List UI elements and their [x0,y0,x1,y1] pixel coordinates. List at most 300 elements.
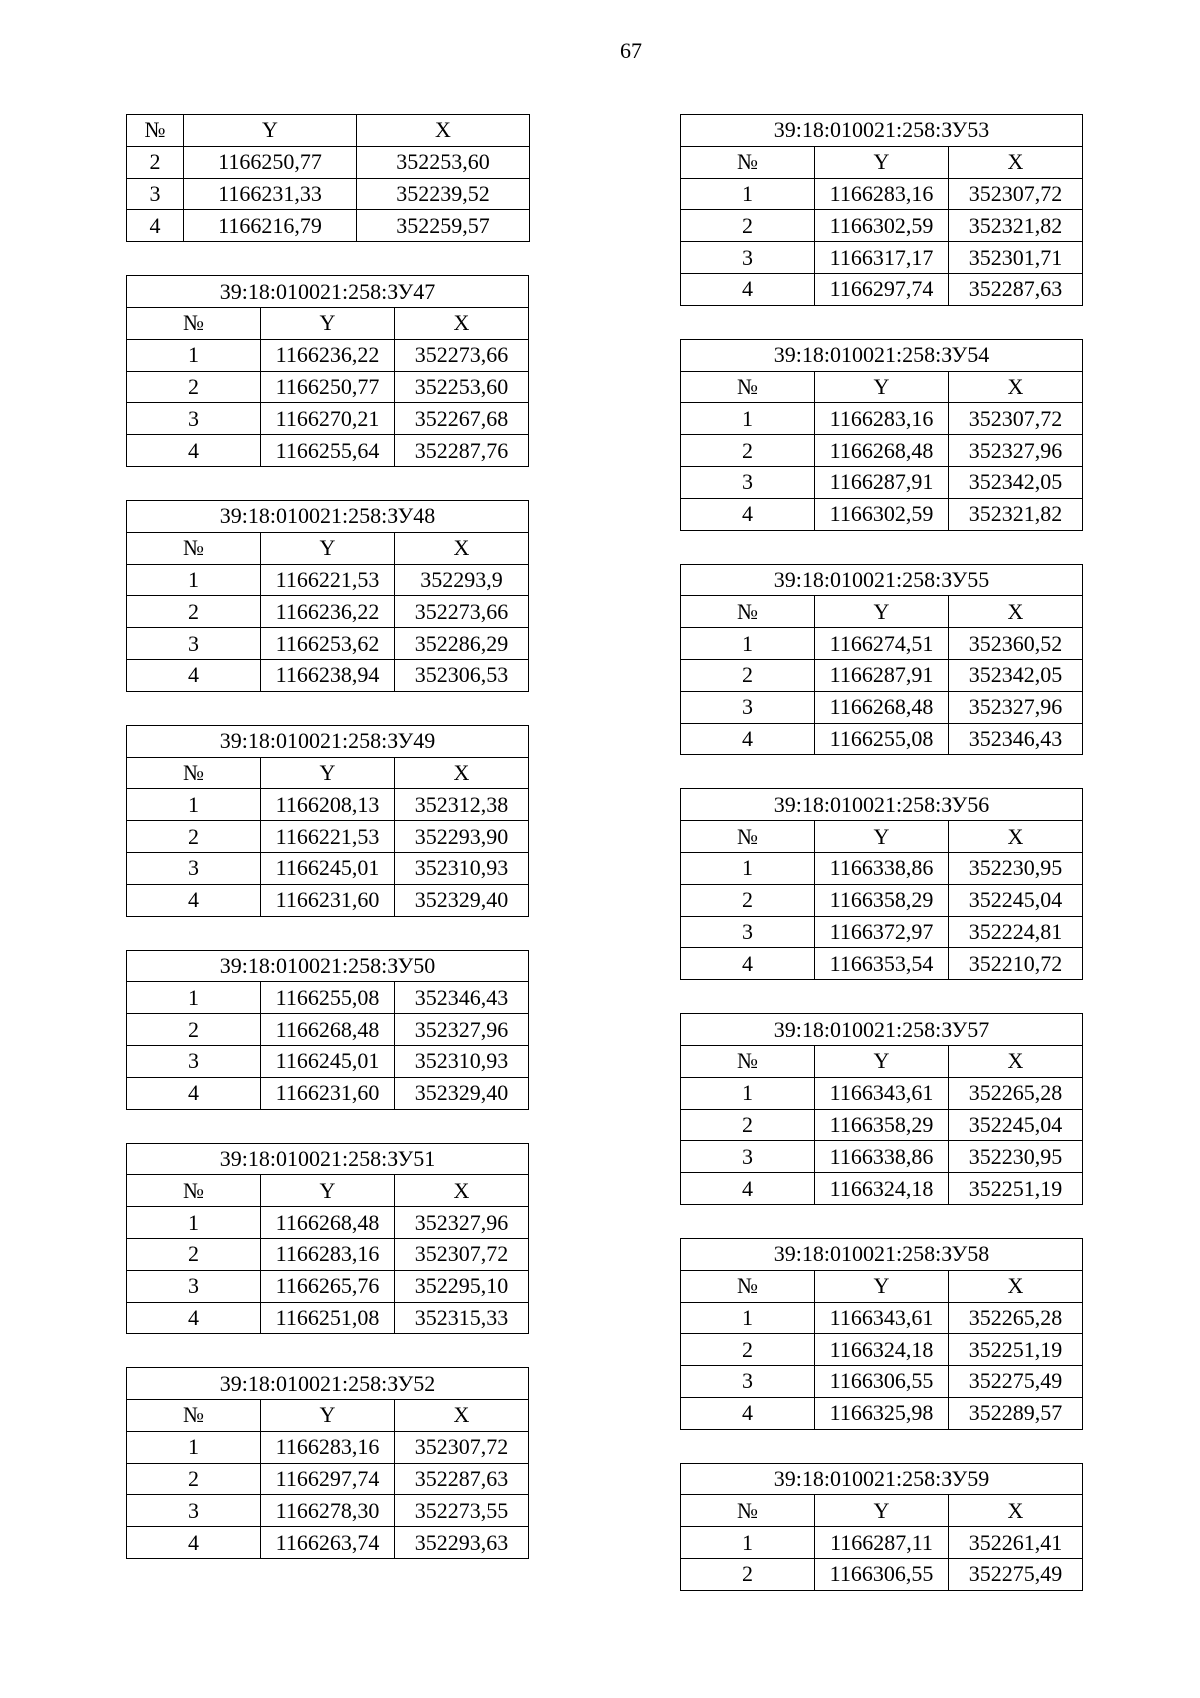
table-row [681,691,1083,723]
column-header-number: № [127,757,261,789]
column-header-number: № [681,1270,815,1302]
x-coordinate-cell: 352265,28 [949,1302,1083,1334]
table-row [127,1045,529,1077]
table-row [681,916,1083,948]
y-coordinate-cell: 1166231,60 [261,884,395,916]
table-row [681,884,1083,916]
table-header-row [681,371,1083,403]
coordinate-table [680,1463,1083,1591]
table-row [127,435,529,467]
x-coordinate-cell: 352275,49 [949,1559,1083,1591]
coordinate-table [680,339,1083,531]
table-row [127,1077,529,1109]
y-coordinate-cell: 1166287,11 [815,1527,949,1559]
x-coordinate-cell: 352346,43 [949,723,1083,755]
y-coordinate-cell: 1166338,86 [815,1141,949,1173]
table-row [681,466,1083,498]
column-header-number: № [681,596,815,628]
x-coordinate-cell: 352342,05 [949,466,1083,498]
x-coordinate-cell: 352224,81 [949,916,1083,948]
table-row [127,178,530,210]
y-coordinate-cell: 1166306,55 [815,1366,949,1398]
table-header-row [127,307,529,339]
table-row [127,403,529,435]
point-number-cell: 1 [127,982,261,1014]
point-number-cell: 3 [127,178,184,210]
point-number-cell: 2 [681,1109,815,1141]
y-coordinate-cell: 1166324,18 [815,1334,949,1366]
point-number-cell: 3 [127,403,261,435]
column-header-y: Y [261,757,395,789]
table-row [681,1527,1083,1559]
table-row [127,1238,529,1270]
column-header-y: Y [815,371,949,403]
table-row [127,659,529,691]
x-coordinate-cell: 352286,29 [395,628,529,660]
table-row [681,273,1083,305]
right-table-column [680,114,1083,1624]
point-number-cell: 2 [127,1014,261,1046]
point-number-cell: 4 [127,884,261,916]
y-coordinate-cell: 1166255,64 [261,435,395,467]
table-title: 39:18:010021:258:ЗУ49 [127,725,529,757]
table-row [127,884,529,916]
y-coordinate-cell: 1166297,74 [261,1463,395,1495]
table-row [127,596,529,628]
x-coordinate-cell: 352327,96 [949,435,1083,467]
y-coordinate-cell: 1166245,01 [261,852,395,884]
column-header-number: № [127,115,184,147]
x-coordinate-cell: 352329,40 [395,1077,529,1109]
table-row [681,628,1083,660]
point-number-cell: 2 [681,1559,815,1591]
point-number-cell: 3 [127,1045,261,1077]
point-number-cell: 3 [681,1141,815,1173]
table-title-row [681,1463,1083,1495]
x-coordinate-cell: 352312,38 [395,789,529,821]
x-coordinate-cell: 352265,28 [949,1077,1083,1109]
table-title: 39:18:010021:258:ЗУ52 [127,1368,529,1400]
table-row [127,1463,529,1495]
column-header-y: Y [261,307,395,339]
table-title-row [681,564,1083,596]
table-row [681,852,1083,884]
y-coordinate-cell: 1166221,53 [261,821,395,853]
x-coordinate-cell: 352293,63 [395,1527,529,1559]
point-number-cell: 1 [681,1302,815,1334]
table-title: 39:18:010021:258:ЗУ50 [127,950,529,982]
column-header-y: Y [261,1175,395,1207]
table-header-row [681,1045,1083,1077]
point-number-cell: 1 [681,1527,815,1559]
table-row [681,403,1083,435]
column-header-number: № [127,532,261,564]
point-number-cell: 4 [681,1397,815,1429]
point-number-cell: 1 [127,1207,261,1239]
column-header-y: Y [815,1270,949,1302]
y-coordinate-cell: 1166253,62 [261,628,395,660]
point-number-cell: 2 [681,659,815,691]
column-header-number: № [681,1495,815,1527]
y-coordinate-cell: 1166287,91 [815,466,949,498]
table-row [127,1014,529,1046]
table-row [681,1109,1083,1141]
point-number-cell: 3 [681,242,815,274]
x-coordinate-cell: 352230,95 [949,852,1083,884]
point-number-cell: 2 [127,371,261,403]
table-row [681,435,1083,467]
x-coordinate-cell: 352310,93 [395,852,529,884]
x-coordinate-cell: 352301,71 [949,242,1083,274]
table-row [681,498,1083,530]
table-title-row [127,1143,529,1175]
x-coordinate-cell: 352360,52 [949,628,1083,660]
table-row [127,821,529,853]
x-coordinate-cell: 352306,53 [395,659,529,691]
point-number-cell: 4 [681,1173,815,1205]
table-row [127,1495,529,1527]
point-number-cell: 1 [681,403,815,435]
x-coordinate-cell: 352287,63 [949,273,1083,305]
table-row [681,1559,1083,1591]
y-coordinate-cell: 1166208,13 [261,789,395,821]
x-coordinate-cell: 352245,04 [949,1109,1083,1141]
y-coordinate-cell: 1166325,98 [815,1397,949,1429]
x-coordinate-cell: 352239,52 [357,178,530,210]
point-number-cell: 4 [681,273,815,305]
y-coordinate-cell: 1166274,51 [815,628,949,660]
x-coordinate-cell: 352293,90 [395,821,529,853]
table-row [681,1141,1083,1173]
y-coordinate-cell: 1166268,48 [261,1014,395,1046]
table-title: 39:18:010021:258:ЗУ56 [681,789,1083,821]
column-header-number: № [127,1175,261,1207]
coordinate-table [680,564,1083,756]
x-coordinate-cell: 352307,72 [949,403,1083,435]
table-title: 39:18:010021:258:ЗУ51 [127,1143,529,1175]
x-coordinate-cell: 352307,72 [395,1431,529,1463]
x-coordinate-cell: 352273,55 [395,1495,529,1527]
x-coordinate-cell: 352230,95 [949,1141,1083,1173]
column-header-x: X [395,757,529,789]
table-row [127,852,529,884]
table-row [127,1431,529,1463]
point-number-cell: 3 [681,1366,815,1398]
table-row [127,1270,529,1302]
column-header-x: X [949,146,1083,178]
y-coordinate-cell: 1166268,48 [261,1207,395,1239]
y-coordinate-cell: 1166263,74 [261,1527,395,1559]
point-number-cell: 2 [681,1334,815,1366]
column-header-x: X [949,371,1083,403]
table-row [681,1366,1083,1398]
table-row [681,659,1083,691]
coordinate-table [680,1238,1083,1430]
x-coordinate-cell: 352327,96 [395,1207,529,1239]
table-header-row [681,821,1083,853]
y-coordinate-cell: 1166306,55 [815,1559,949,1591]
point-number-cell: 4 [127,659,261,691]
y-coordinate-cell: 1166297,74 [815,273,949,305]
point-number-cell: 2 [681,435,815,467]
column-header-x: X [357,115,530,147]
point-number-cell: 4 [681,498,815,530]
table-title: 39:18:010021:258:ЗУ57 [681,1014,1083,1046]
x-coordinate-cell: 352289,57 [949,1397,1083,1429]
point-number-cell: 2 [127,1238,261,1270]
table-title-row [681,339,1083,371]
table-row [127,146,530,178]
left-table-column [126,114,530,1592]
point-number-cell: 3 [127,1495,261,1527]
column-header-y: Y [261,532,395,564]
y-coordinate-cell: 1166231,60 [261,1077,395,1109]
y-coordinate-cell: 1166358,29 [815,884,949,916]
y-coordinate-cell: 1166283,16 [261,1431,395,1463]
x-coordinate-cell: 352273,66 [395,596,529,628]
coordinate-table [126,500,529,692]
y-coordinate-cell: 1166268,48 [815,435,949,467]
column-header-x: X [395,532,529,564]
x-coordinate-cell: 352253,60 [395,371,529,403]
x-coordinate-cell: 352275,49 [949,1366,1083,1398]
table-title-row [127,950,529,982]
point-number-cell: 3 [127,852,261,884]
table-row [681,1077,1083,1109]
column-header-x: X [395,307,529,339]
y-coordinate-cell: 1166270,21 [261,403,395,435]
point-number-cell: 1 [127,339,261,371]
table-header-row [681,1495,1083,1527]
y-coordinate-cell: 1166338,86 [815,852,949,884]
y-coordinate-cell: 1166251,08 [261,1302,395,1334]
coordinate-table [126,725,529,917]
x-coordinate-cell: 352251,19 [949,1334,1083,1366]
x-coordinate-cell: 352310,93 [395,1045,529,1077]
coordinate-table [680,788,1083,980]
column-header-y: Y [815,1495,949,1527]
table-row [681,1397,1083,1429]
point-number-cell: 3 [127,1270,261,1302]
x-coordinate-cell: 352327,96 [395,1014,529,1046]
table-title-row [681,115,1083,147]
y-coordinate-cell: 1166283,16 [815,403,949,435]
table-row [127,1207,529,1239]
page-number: 67 [620,38,642,63]
point-number-cell: 2 [127,821,261,853]
table-header-row [127,1175,529,1207]
x-coordinate-cell: 352253,60 [357,146,530,178]
column-header-x: X [395,1175,529,1207]
table-title-row [127,500,529,532]
column-header-y: Y [815,1045,949,1077]
x-coordinate-cell: 352321,82 [949,210,1083,242]
table-row [681,178,1083,210]
point-number-cell: 3 [127,628,261,660]
table-title: 39:18:010021:258:ЗУ58 [681,1238,1083,1270]
x-coordinate-cell: 352342,05 [949,659,1083,691]
table-title-row [127,725,529,757]
table-title-row [127,1368,529,1400]
y-coordinate-cell: 1166317,17 [815,242,949,274]
table-title-row [681,1238,1083,1270]
coordinate-table [680,114,1083,306]
point-number-cell: 2 [127,596,261,628]
table-header-row [127,757,529,789]
table-header-row [127,1400,529,1432]
point-number-cell: 1 [681,1077,815,1109]
point-number-cell: 4 [127,435,261,467]
table-row [127,371,529,403]
coordinate-table [680,1013,1083,1205]
y-coordinate-cell: 1166287,91 [815,659,949,691]
x-coordinate-cell: 352295,10 [395,1270,529,1302]
point-number-cell: 2 [127,1463,261,1495]
point-number-cell: 4 [681,948,815,980]
point-number-cell: 1 [681,852,815,884]
column-header-y: Y [815,146,949,178]
y-coordinate-cell: 1166343,61 [815,1302,949,1334]
coordinate-table [126,114,530,242]
point-number-cell: 2 [681,884,815,916]
x-coordinate-cell: 352307,72 [949,178,1083,210]
table-row [681,210,1083,242]
x-coordinate-cell: 352259,57 [357,210,530,242]
column-header-x: X [949,821,1083,853]
column-header-y: Y [815,596,949,628]
y-coordinate-cell: 1166302,59 [815,210,949,242]
y-coordinate-cell: 1166265,76 [261,1270,395,1302]
column-header-number: № [681,821,815,853]
point-number-cell: 4 [127,1077,261,1109]
x-coordinate-cell: 352273,66 [395,339,529,371]
y-coordinate-cell: 1166353,54 [815,948,949,980]
table-row [681,948,1083,980]
table-row [681,1302,1083,1334]
table-row [127,339,529,371]
column-header-x: X [949,1045,1083,1077]
x-coordinate-cell: 352346,43 [395,982,529,1014]
y-coordinate-cell: 1166238,94 [261,659,395,691]
y-coordinate-cell: 1166278,30 [261,1495,395,1527]
x-coordinate-cell: 352267,68 [395,403,529,435]
table-header-row [681,1270,1083,1302]
table-title: 39:18:010021:258:ЗУ59 [681,1463,1083,1495]
table-title: 39:18:010021:258:ЗУ53 [681,115,1083,147]
coordinate-table [126,1143,529,1335]
x-coordinate-cell: 352245,04 [949,884,1083,916]
table-header-row [127,532,529,564]
y-coordinate-cell: 1166216,79 [184,210,357,242]
table-row [127,982,529,1014]
x-coordinate-cell: 352251,19 [949,1173,1083,1205]
table-row [681,1334,1083,1366]
point-number-cell: 3 [681,691,815,723]
y-coordinate-cell: 1166236,22 [261,596,395,628]
coordinate-table [126,1367,529,1559]
table-title: 39:18:010021:258:ЗУ55 [681,564,1083,596]
x-coordinate-cell: 352307,72 [395,1238,529,1270]
table-header-row [127,115,530,147]
table-header-row [681,146,1083,178]
table-row [127,564,529,596]
column-header-y: Y [261,1400,395,1432]
y-coordinate-cell: 1166255,08 [815,723,949,755]
y-coordinate-cell: 1166250,77 [261,371,395,403]
y-coordinate-cell: 1166250,77 [184,146,357,178]
y-coordinate-cell: 1166302,59 [815,498,949,530]
x-coordinate-cell: 352321,82 [949,498,1083,530]
table-row [127,789,529,821]
column-header-number: № [127,307,261,339]
y-coordinate-cell: 1166221,53 [261,564,395,596]
table-title: 39:18:010021:258:ЗУ47 [127,276,529,308]
x-coordinate-cell: 352315,33 [395,1302,529,1334]
table-row [127,1527,529,1559]
point-number-cell: 4 [127,1302,261,1334]
y-coordinate-cell: 1166343,61 [815,1077,949,1109]
column-header-x: X [949,596,1083,628]
table-title-row [681,789,1083,821]
x-coordinate-cell: 352287,76 [395,435,529,467]
x-coordinate-cell: 352287,63 [395,1463,529,1495]
x-coordinate-cell: 352210,72 [949,948,1083,980]
column-header-y: Y [815,821,949,853]
y-coordinate-cell: 1166236,22 [261,339,395,371]
x-coordinate-cell: 352329,40 [395,884,529,916]
point-number-cell: 1 [127,564,261,596]
point-number-cell: 1 [681,178,815,210]
coordinate-table [126,275,529,467]
point-number-cell: 3 [681,466,815,498]
x-coordinate-cell: 352293,9 [395,564,529,596]
table-row [681,242,1083,274]
table-title-row [681,1014,1083,1046]
point-number-cell: 2 [127,146,184,178]
y-coordinate-cell: 1166231,33 [184,178,357,210]
x-coordinate-cell: 352327,96 [949,691,1083,723]
y-coordinate-cell: 1166358,29 [815,1109,949,1141]
point-number-cell: 1 [127,789,261,821]
point-number-cell: 2 [681,210,815,242]
column-header-y: Y [184,115,357,147]
table-title: 39:18:010021:258:ЗУ54 [681,339,1083,371]
y-coordinate-cell: 1166283,16 [261,1238,395,1270]
y-coordinate-cell: 1166268,48 [815,691,949,723]
y-coordinate-cell: 1166372,97 [815,916,949,948]
column-header-number: № [681,146,815,178]
column-header-x: X [949,1270,1083,1302]
table-title-row [127,276,529,308]
point-number-cell: 1 [681,628,815,660]
point-number-cell: 4 [127,1527,261,1559]
y-coordinate-cell: 1166283,16 [815,178,949,210]
table-title: 39:18:010021:258:ЗУ48 [127,500,529,532]
y-coordinate-cell: 1166245,01 [261,1045,395,1077]
column-header-x: X [949,1495,1083,1527]
point-number-cell: 4 [127,210,184,242]
table-row [127,210,530,242]
table-row [127,628,529,660]
column-header-number: № [127,1400,261,1432]
coordinate-table [126,950,529,1110]
column-header-number: № [681,371,815,403]
table-row [681,1173,1083,1205]
y-coordinate-cell: 1166255,08 [261,982,395,1014]
point-number-cell: 3 [681,916,815,948]
column-header-number: № [681,1045,815,1077]
point-number-cell: 4 [681,723,815,755]
